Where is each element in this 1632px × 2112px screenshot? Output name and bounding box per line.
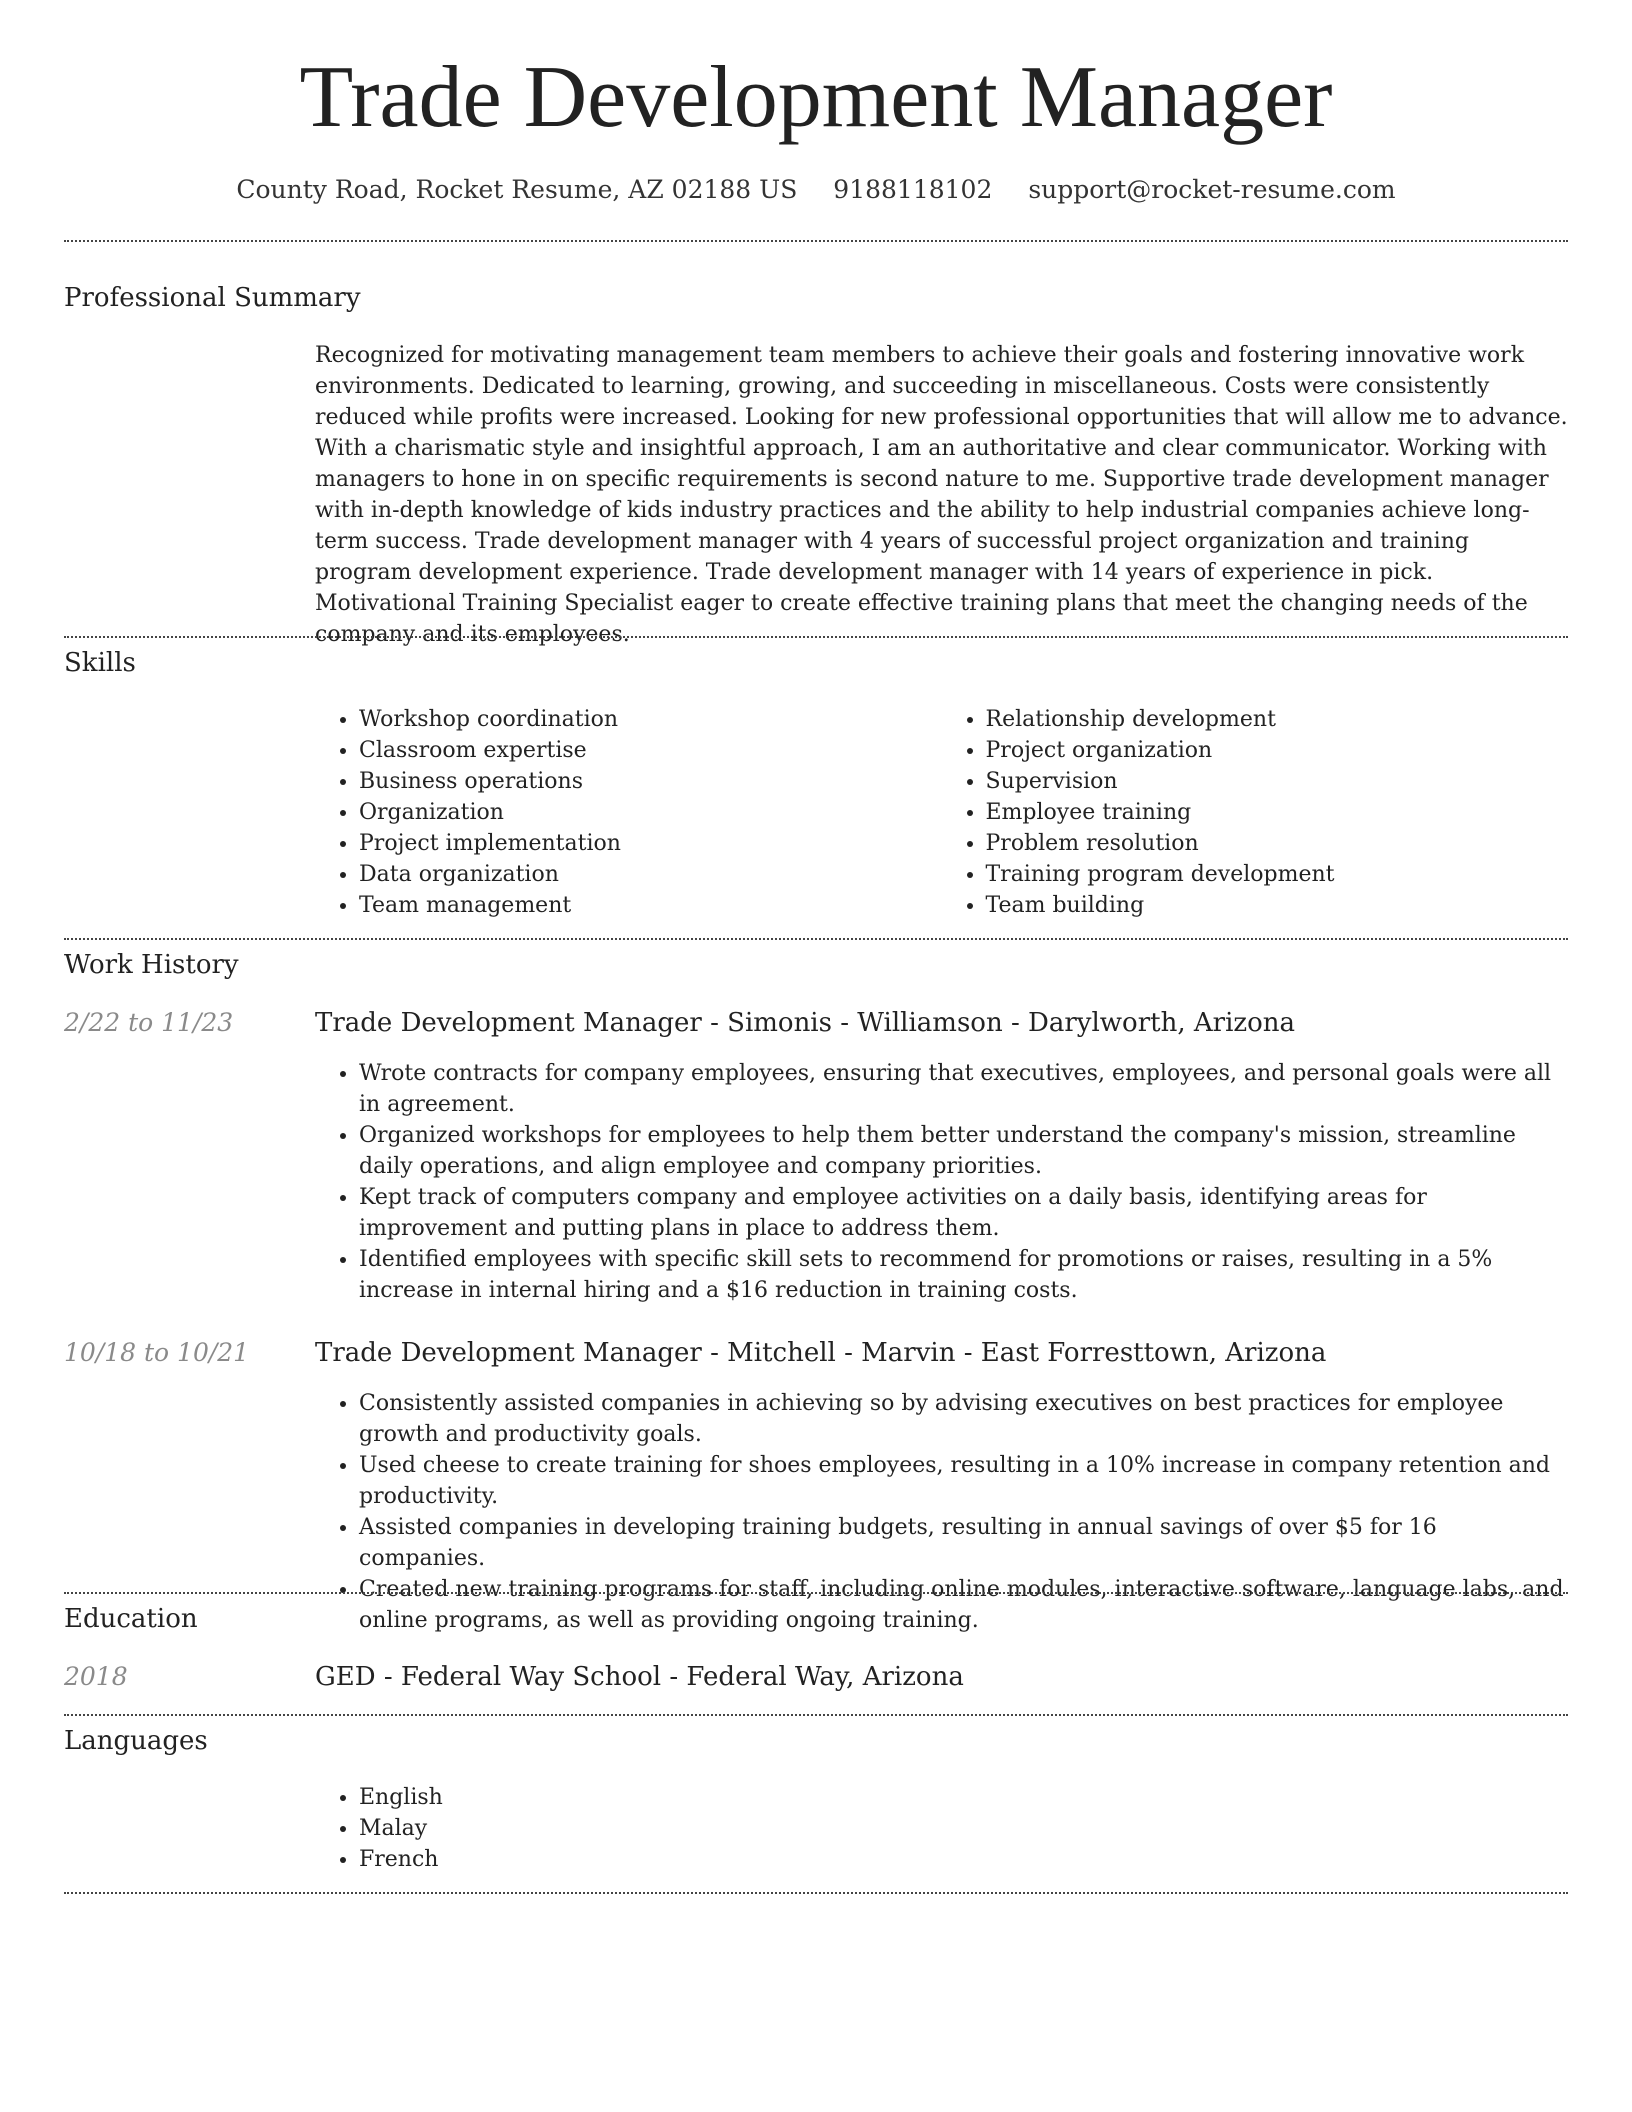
job-dates: 2/22 to 11/23 [64,1008,234,1037]
skill-item: • Employee training [986,797,1569,828]
contact-address: County Road, Rocket Resume, AZ 02188 US [236,174,798,204]
skill-item: • Training program development [986,859,1569,890]
divider [64,1892,1568,1894]
skills-column-left [315,704,942,921]
divider [64,1714,1568,1716]
skill-item: • Workshop coordination [359,704,942,735]
skill-item: • Project organization [986,735,1569,766]
job-bullet: • Created new training programs for staff, including online modules, interactive software, language labs, and online programs, as well as providing ongoing training. [359,1574,1568,1636]
job-bullet: • Assisted companies in developing training budgets, resulting in annual savings of over $5 for 16 companies. [359,1512,1568,1574]
skill-item: • Team management [359,890,942,921]
language-item: • French [359,1844,1568,1875]
divider [64,240,1568,242]
languages-list [315,1782,1568,1875]
job-bullet: • Kept track of computers company and employee activities on a daily basis, identifying areas for improvement and putting plans in place to address them. [359,1182,1568,1244]
section-title-work: Work History [64,950,239,980]
skill-item: • Business operations [359,766,942,797]
skills-column-right [942,704,1569,921]
job-heading: Trade Development Manager - Mitchell - Marvin - East Forresttown, Arizona [315,1338,1327,1368]
job-bullet: • Used cheese to create training for shoes employees, resulting in a 10% increase in company retention and productivity. [359,1450,1568,1512]
divider [64,1592,1568,1594]
contact-line [0,175,1632,204]
summary-text: Recognized for motivating management team members to achieve their goals and fostering innovative work environments. Dedicated to learning, growing, and succeeding in miscellaneous. Costs were consistently reduced while profits were increased. Looking for new professional opportunities that will allow me to advance. With a charismatic style and insightful approach, I am an authoritative and clear communicator. Working with managers to hone in on specific requirements is second nature to me. Supportive trade development manager with in-depth knowledge of kids industry practices and the ability to help industrial companies achieve long-term success. Trade development manager with 4 years of successful project organization and training program development experience. Trade development manager with 14 years of experience in pick. Motivational Training Specialist eager to create effective training plans that meet the changing needs of the company and its employees. [315,343,1568,647]
job-bullet: • Identified employees with specific skill sets to recommend for promotions or raises, resulting in a 5% increase in internal hiring and a $16 reduction in training costs. [359,1244,1568,1306]
section-title-languages: Languages [64,1726,208,1756]
education-entry: GED - Federal Way School - Federal Way, Arizona [315,1662,964,1692]
skill-item: • Organization [359,797,942,828]
skill-item: • Relationship development [986,704,1569,735]
job-heading: Trade Development Manager - Simonis - Williamson - Darylworth, Arizona [315,1008,1295,1038]
section-title-skills: Skills [64,648,136,678]
contact-phone: 9188118102 [833,174,993,204]
resume-header [0,0,1632,204]
skill-item: • Project implementation [359,828,942,859]
skills-list [315,704,1568,921]
skill-item: • Classroom expertise [359,735,942,766]
job-bullet: • Organized workshops for employees to help them better understand the company's mission, streamline daily operations, and align employee and company priorities. [359,1120,1568,1182]
skill-item: • Data organization [359,859,942,890]
job-dates: 10/18 to 10/21 [64,1338,250,1367]
contact-email: support@rocket-resume.com [1028,174,1396,204]
skill-item: • Supervision [986,766,1569,797]
job-bullets [315,1388,1568,1636]
language-item: • English [359,1782,1568,1813]
job-bullet: • Wrote contracts for company employees, ensuring that executives, employees, and personal goals were all in agreement. [359,1058,1568,1120]
job-bullet: • Consistently assisted companies in achieving so by advising executives on best practices for employee growth and productivity goals. [359,1388,1568,1450]
divider [64,636,1568,638]
section-title-education: Education [64,1604,198,1634]
candidate-name: Trade Development Manager [299,49,1333,146]
section-title-summary: Professional Summary [64,283,361,313]
divider [64,938,1568,940]
education-year: 2018 [64,1662,128,1691]
job-bullets [315,1058,1568,1306]
language-item: • Malay [359,1813,1568,1844]
skill-item: • Problem resolution [986,828,1569,859]
skill-item: • Team building [986,890,1569,921]
